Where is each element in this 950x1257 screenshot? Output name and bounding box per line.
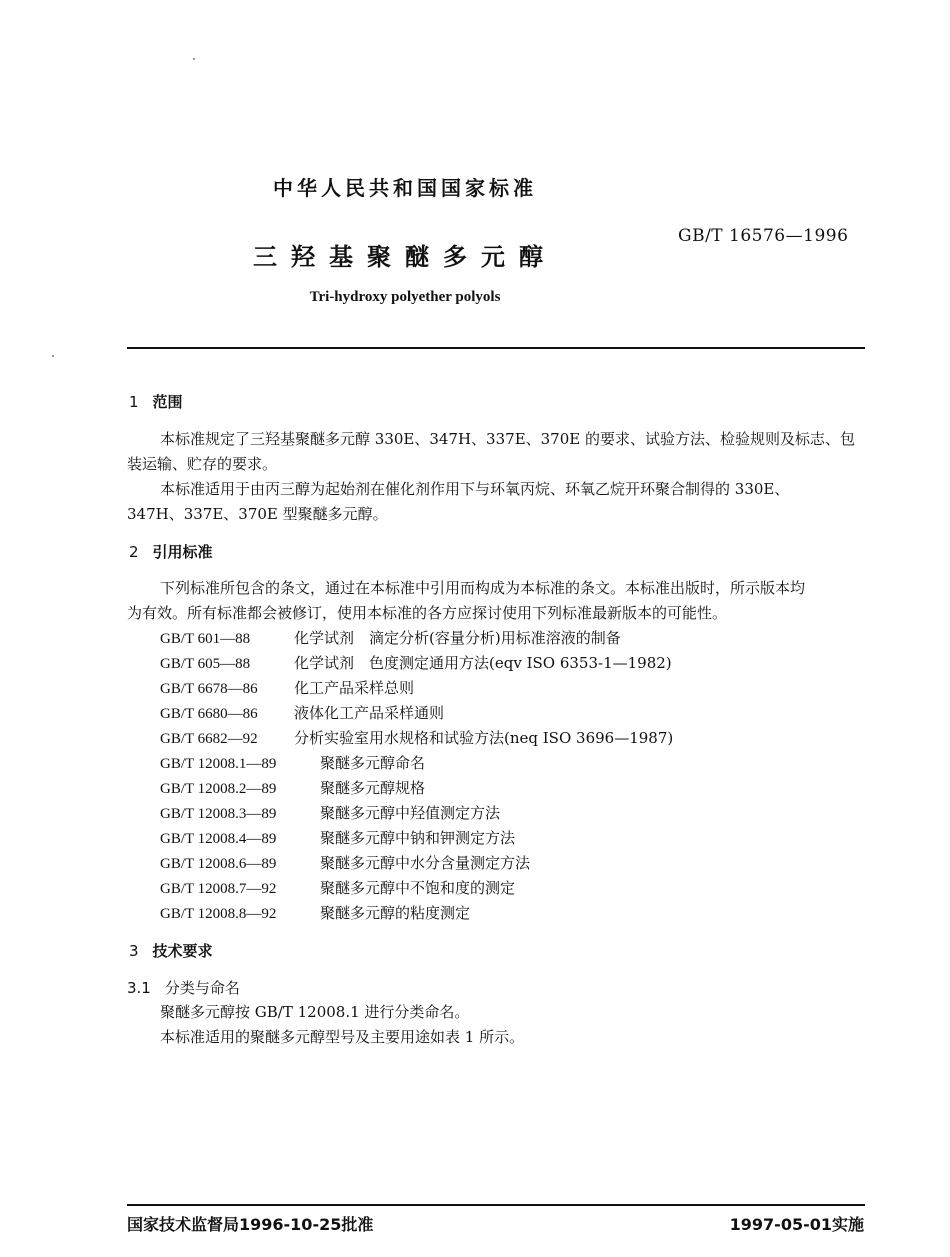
subsection-3-1-heading	[127, 977, 240, 998]
section-1-heading	[129, 391, 183, 412]
english-title: Tri-hydroxy polyether polyols	[309, 289, 501, 305]
paragraph-line: 本标准规定了三羟基聚醚多元醇 330E、347H、337E、370E 的要求、试验方法、检验规则及标志、包	[160, 430, 855, 448]
national-standard-heading: 中华人民共和国国家标准	[273, 176, 537, 200]
approval-date: 国家技术监督局1996-10-25批准	[127, 1215, 374, 1234]
reference-title: 化工产品采样总则	[294, 679, 415, 697]
reference-item	[160, 827, 515, 848]
section-number: 2	[129, 543, 139, 561]
effective-date: 1997-05-01实施	[729, 1215, 864, 1234]
section-title: 引用标准	[152, 543, 213, 561]
paragraph-line: 本标准适用于由丙三醇为起始剂在催化剂作用下与环氧丙烷、环氧乙烷开环聚合制得的 330E、	[160, 480, 790, 498]
reference-code: GB/T 12008.3—89	[160, 806, 277, 822]
reference-title: 分析实验室用水规格和试验方法(neq ISO 3696—1987)	[294, 729, 674, 747]
reference-item	[160, 902, 470, 923]
reference-title: 液体化工产品采样通则	[294, 704, 445, 722]
section-title: 范围	[152, 393, 183, 411]
reference-item	[160, 777, 425, 798]
reference-code: GB/T 6680—86	[160, 706, 258, 722]
section-number: 1	[129, 393, 139, 411]
reference-code: GB/T 6678—86	[160, 681, 258, 697]
section-number: 3	[129, 942, 139, 960]
reference-code: GB/T 12008.1—89	[160, 756, 277, 772]
subsection-number: 3.1	[127, 979, 151, 997]
reference-title: 化学试剂 滴定分析(容量分析)用标准溶液的制备	[294, 629, 621, 647]
reference-code: GB/T 12008.8—92	[160, 906, 277, 922]
reference-item	[160, 852, 530, 873]
paragraph-line: 下列标准所包含的条文，通过在本标准中引用而构成为本标准的条文。本标准出版时，所示版本均	[160, 579, 806, 597]
paragraph-line: 347H、337E、370E 型聚醚多元醇。	[127, 505, 388, 523]
reference-item	[160, 627, 621, 648]
reference-code: GB/T 12008.6—89	[160, 856, 277, 872]
footer-rule	[127, 1204, 865, 1206]
reference-code: GB/T 601—88	[160, 631, 251, 647]
reference-item	[160, 677, 414, 698]
reference-item	[160, 652, 672, 673]
reference-item	[160, 802, 500, 823]
paragraph-line: 本标准适用的聚醚多元醇型号及主要用途如表 1 所示。	[160, 1028, 525, 1046]
reference-title: 聚醚多元醇的粘度测定	[320, 904, 471, 922]
reference-title: 聚醚多元醇中不饱和度的测定	[320, 879, 516, 897]
scan-speck	[193, 58, 195, 60]
scan-speck	[52, 355, 54, 357]
reference-item	[160, 877, 515, 898]
section-title: 技术要求	[152, 942, 213, 960]
reference-title: 聚醚多元醇中钠和钾测定方法	[320, 829, 516, 847]
reference-item	[160, 752, 425, 773]
standard-code: GB/T 16576—1996	[678, 226, 849, 246]
reference-code: GB/T 12008.7—92	[160, 881, 277, 897]
reference-title: 聚醚多元醇命名	[320, 754, 426, 772]
section-3-heading	[129, 940, 213, 961]
paragraph-line: 为有效。所有标准都会被修订，使用本标准的各方应探讨使用下列标准最新版本的可能性。	[127, 604, 728, 622]
reference-code: GB/T 6682—92	[160, 731, 258, 747]
subsection-title: 分类与命名	[164, 979, 240, 997]
paragraph-line: 装运输、贮存的要求。	[127, 455, 278, 473]
header-rule	[127, 347, 865, 349]
page-title: 三羟基聚醚多元醇	[253, 243, 557, 271]
paragraph-line: 聚醚多元醇按 GB/T 12008.1 进行分类命名。	[160, 1003, 470, 1021]
reference-title: 聚醚多元醇中羟值测定方法	[320, 804, 501, 822]
reference-code: GB/T 605—88	[160, 656, 251, 672]
reference-code: GB/T 12008.2—89	[160, 781, 277, 797]
section-2-heading	[129, 541, 213, 562]
reference-title: 聚醚多元醇规格	[320, 779, 426, 797]
reference-title: 化学试剂 色度测定通用方法(eqv ISO 6353-1—1982)	[294, 654, 672, 672]
reference-item	[160, 702, 444, 723]
reference-item	[160, 727, 673, 748]
reference-code: GB/T 12008.4—89	[160, 831, 277, 847]
reference-title: 聚醚多元醇中水分含量测定方法	[320, 854, 531, 872]
